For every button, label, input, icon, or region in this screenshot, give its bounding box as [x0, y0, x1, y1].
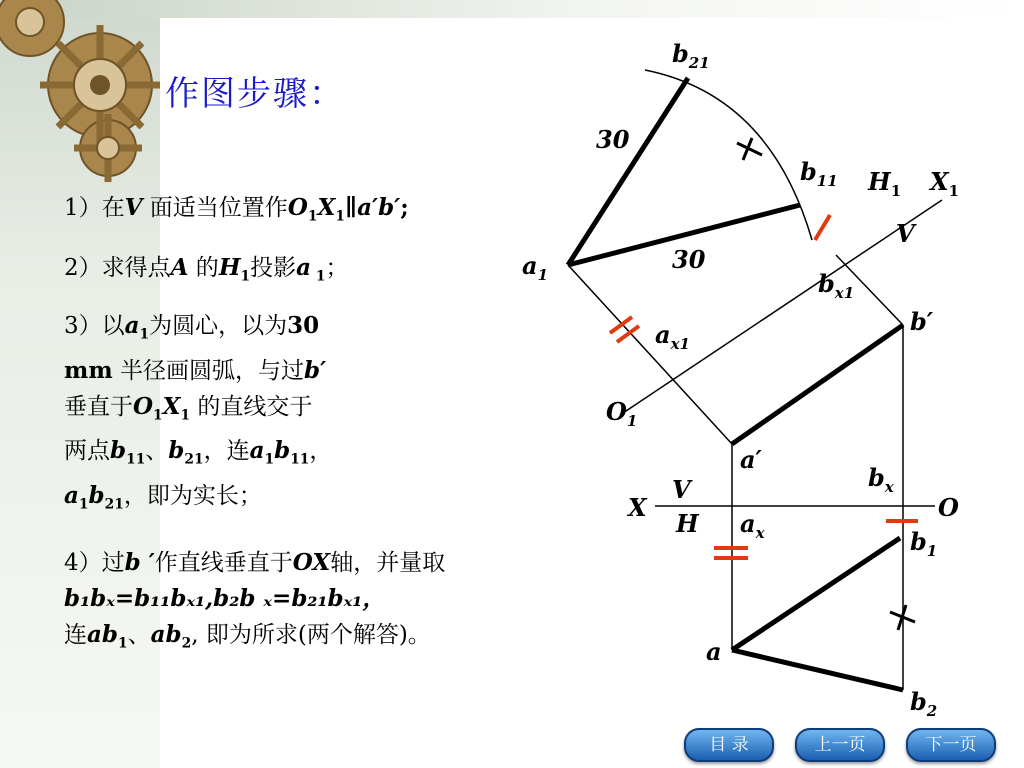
- label-X: X: [628, 493, 647, 522]
- label-30-top: 30: [596, 125, 630, 154]
- label-bprime: b′: [910, 307, 934, 336]
- next-page-button[interactable]: 下一页: [906, 728, 996, 762]
- label-X1: $X_1$: [930, 167, 960, 200]
- label-bx1: $b_{x1}$: [818, 269, 855, 302]
- axis-o1x1: [620, 200, 942, 415]
- label-a: a: [706, 637, 722, 666]
- line-a-b1: [732, 538, 900, 650]
- construction-arc: [645, 70, 812, 240]
- label-O1: $O_1$: [606, 397, 638, 430]
- prev-page-button[interactable]: 上一页: [795, 728, 885, 762]
- step-2: 2）求得点A 的$H_1$投影a $_1$；: [64, 254, 349, 285]
- label-bx: $b_x$: [868, 463, 894, 496]
- label-b1: $b_1$: [910, 527, 938, 560]
- label-b11: $b_{11}$: [800, 157, 838, 190]
- red-mark-b11: [815, 215, 830, 240]
- line-aprime-bprime: [732, 325, 903, 444]
- page-title: 作图步骤：: [165, 74, 345, 114]
- label-a1: $a_1$: [522, 251, 548, 284]
- label-H: H: [676, 509, 699, 538]
- step-1: 1）在V 面适当位置作$O_1X_1\parallel a'b'$;: [64, 194, 409, 225]
- label-V: V: [672, 475, 691, 504]
- label-ax1: $a_{x1}$: [655, 320, 690, 353]
- projection-line-a1-aprime: [568, 265, 732, 444]
- label-aprime: a′: [740, 445, 762, 474]
- step-4: 4）过b ′作直线垂直于OX轴，并量取 b₁bₓ=b₁₁bₓ₁,b₂b ₓ=b₂₁bₓ₁， 连$ab_1$、$ab_2$, 即为所求(两个解答)。: [64, 549, 446, 652]
- label-b2: $b_2$: [910, 687, 938, 720]
- label-ax: $a_x$: [740, 509, 765, 542]
- label-30-bottom: 30: [672, 245, 706, 274]
- line-a-b2: [732, 650, 903, 690]
- toc-button[interactable]: 目 录: [684, 728, 774, 762]
- label-V1: V: [896, 219, 915, 248]
- label-O: O: [938, 493, 959, 522]
- label-H1: $H_1$: [868, 167, 902, 200]
- step-3: 3）以$a_1$为圆心，以为30 mm 半径画圆弧，与过b′ 垂直于$O_1X_1$ 的直线交于 两点$b_{11}$、$b_{21}$，连$a_1b_{11}$， $a_1b_{21}$，即为实长；: [64, 312, 333, 513]
- label-b21: $b_{21}$: [672, 39, 710, 72]
